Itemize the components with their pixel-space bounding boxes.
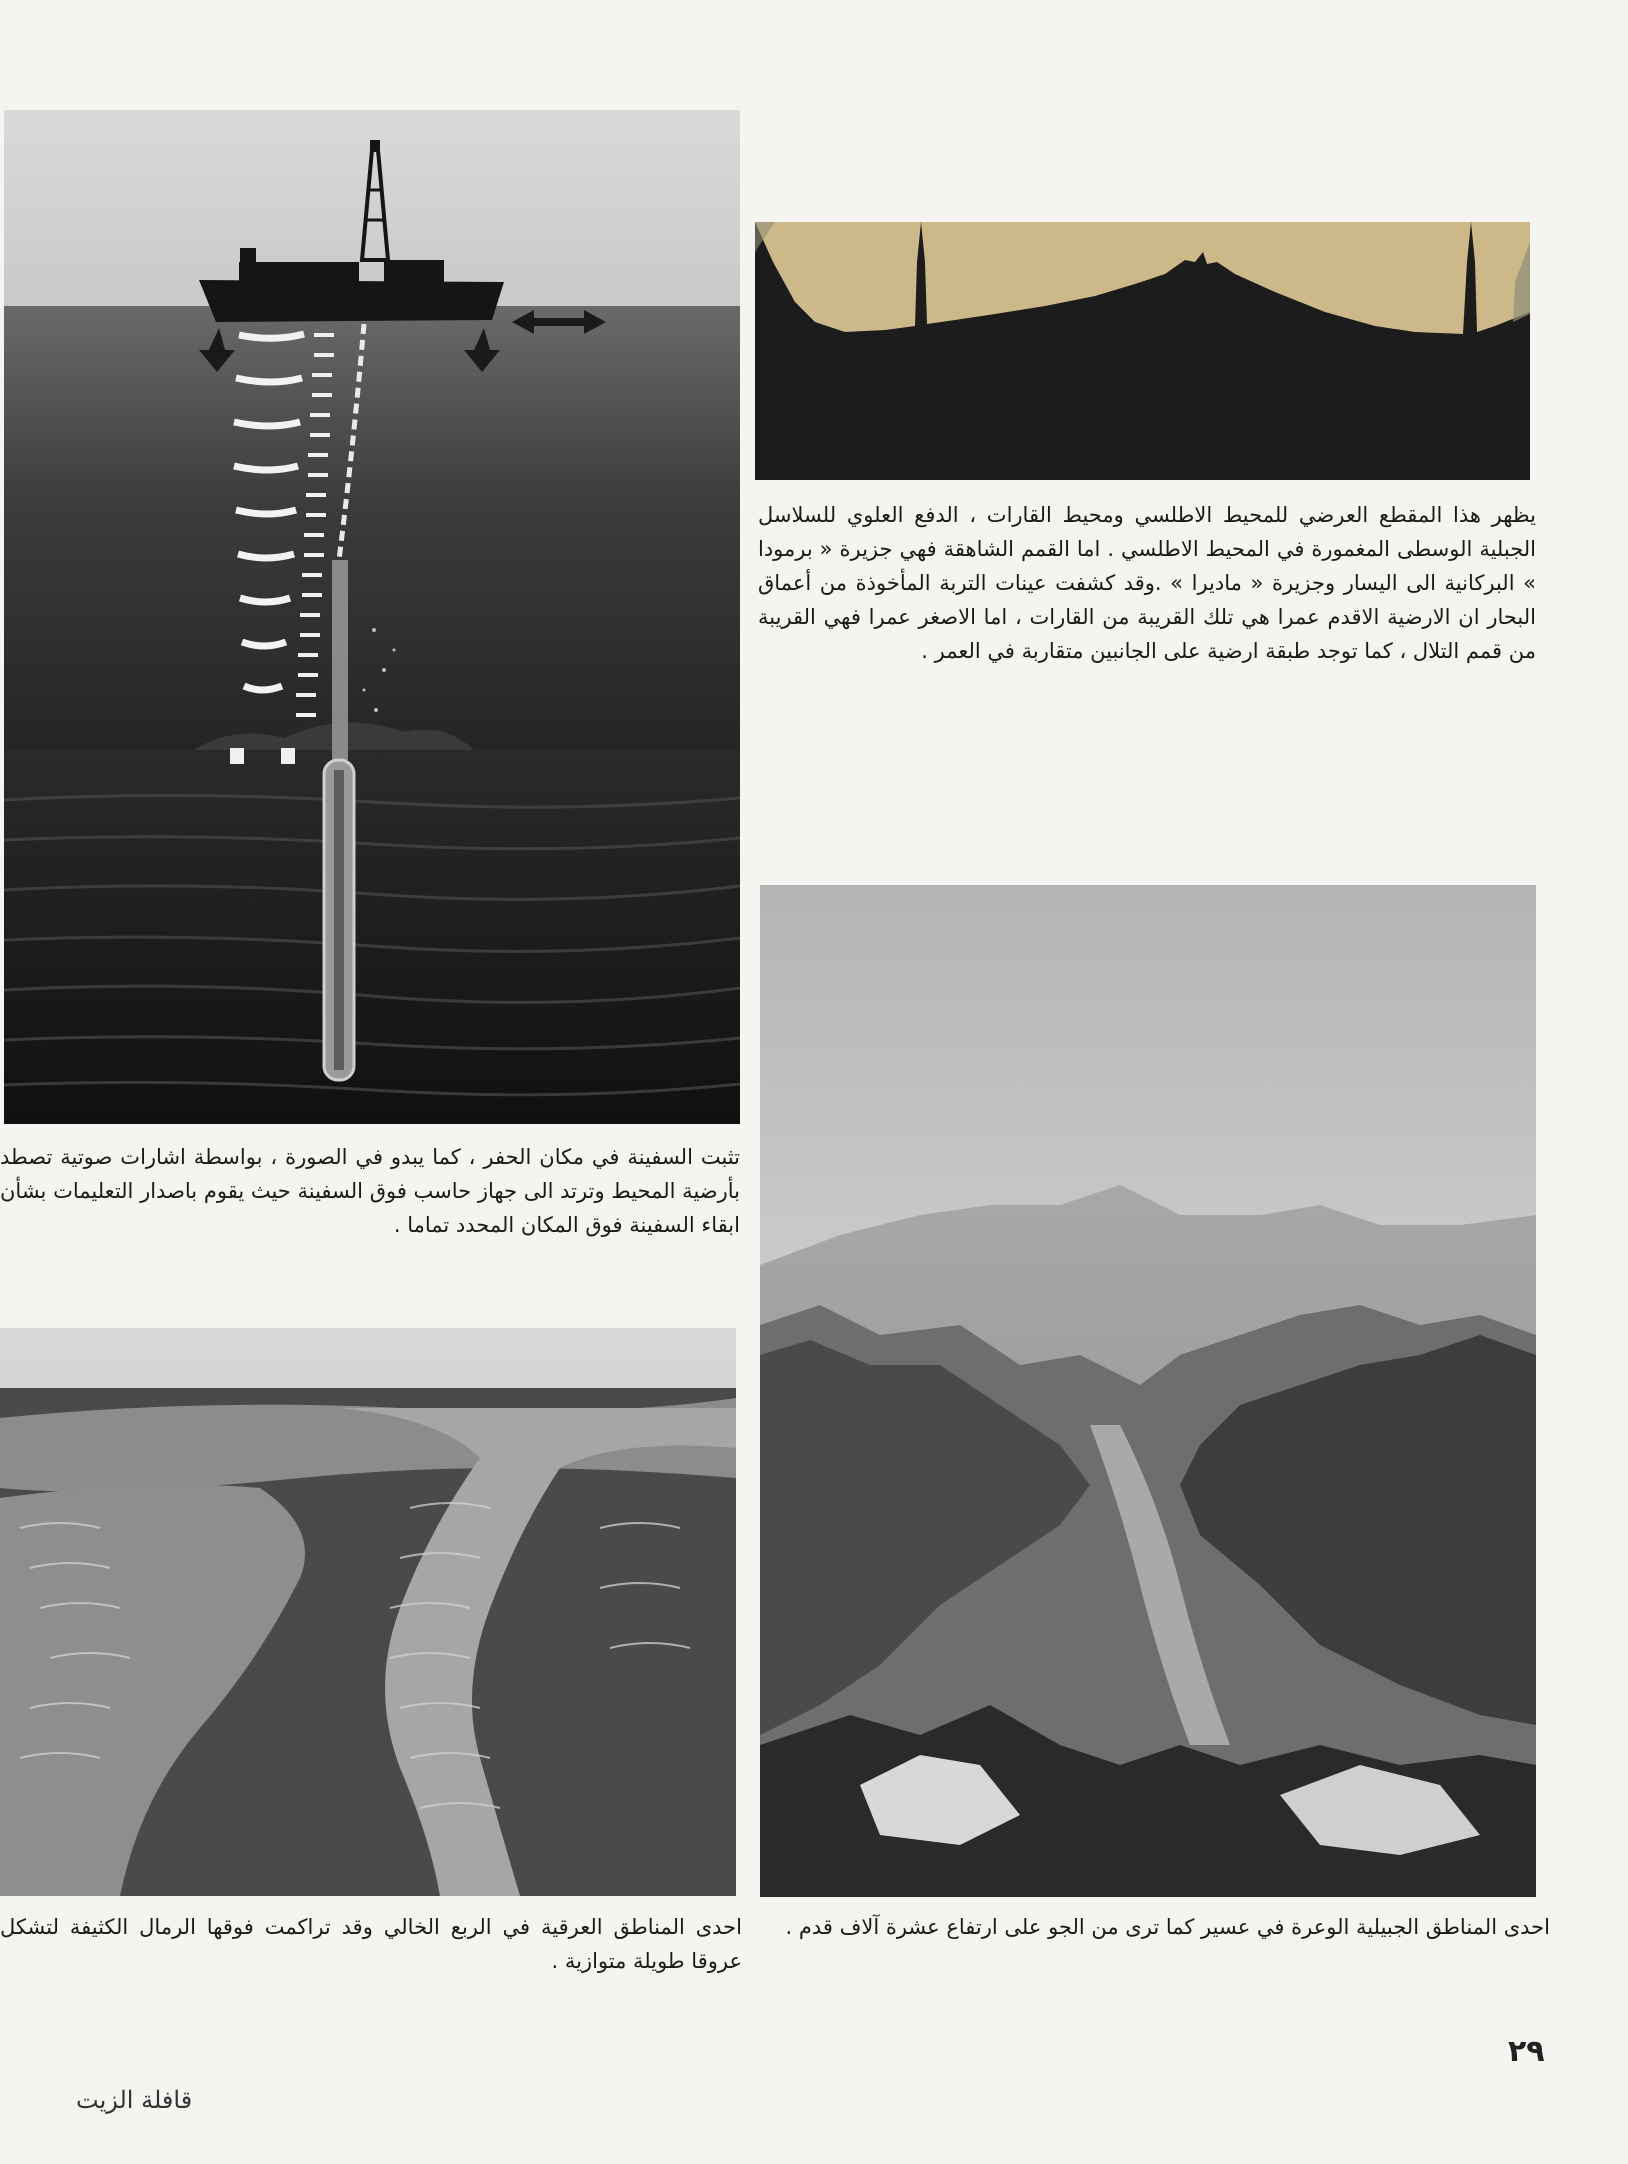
magazine-name: قافلة الزيت — [76, 2086, 193, 2114]
mountains-caption: احدى المناطق الجبيلية الوعرة في عسير كما ترى من الجو على ارتفاع عشرة آلاف قدم . — [785, 1915, 1550, 1939]
asir-mountains-photo — [760, 885, 1536, 1897]
ocean-section-caption: يظهر هذا المقطع العرضي للمحيط الاطلسي ومحيط القارات ، الدفع العلوي للسلاسل الجبلية الوسطى المغمورة في المحيط الاطلسي . اما القمم الشاهقة فهي جزيرة « برمودا » البركانية الى اليسار وجزيرة « ماديرا » .وقد كشفت عينات التربة المأخوذة من أعماق البحار ان الارضية الاقدم عمرا هي تلك القريبة من القارات ، اما الاصغر عمرا فهي القريبة من قمم التلال ، كما توجد طبقة ارضية على الجانبين متقاربة في العمر . — [758, 503, 1536, 663]
rub-al-khali-dunes-photo — [0, 1328, 736, 1896]
drill-ship-illustration — [4, 110, 740, 1124]
dunes-caption: احدى المناطق العرقية في الربع الخالي وقد تراكمت فوقها الرمال الكثيفة لتشكل عروقا طويلة متوازية . — [0, 1915, 742, 1973]
ocean-cross-section-diagram — [755, 222, 1530, 480]
drill-ship-caption: تثبت السفينة في مكان الحفر ، كما يبدو في الصورة ، بواسطة اشارات صوتية تصطد بأرضية المحيط وترتد الى جهاز حاسب فوق السفينة حيث يقوم باصدار التعليمات بشأن ابقاء السفينة فوق المكان المحدد تماما . — [0, 1145, 740, 1237]
page-number: ٢٩ — [1508, 2034, 1545, 2069]
